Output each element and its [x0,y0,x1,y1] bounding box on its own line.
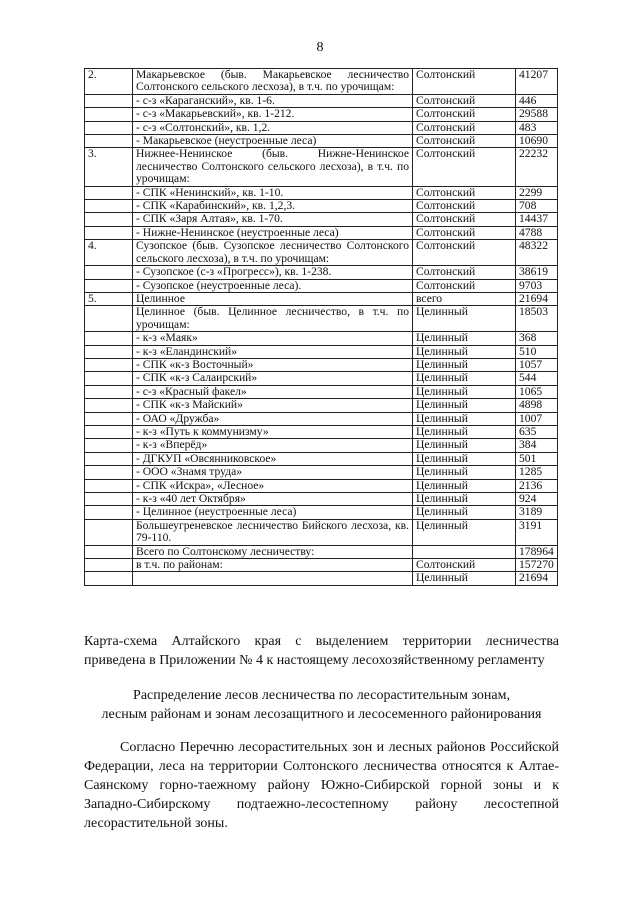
row-number-cell [85,425,133,438]
table-row [85,108,558,121]
district-cell: Целинный [413,332,516,345]
row-number-cell: 4. [85,240,133,266]
district-cell [413,545,516,558]
district-cell: Солтонский [413,186,516,199]
district-cell: Целинный [413,452,516,465]
table-row [85,345,558,358]
area-cell: 1057 [516,358,558,371]
forest-name-cell: - Сузопское (с-з «Прогресс»), кв. 1-238. [133,266,413,279]
forest-name-cell: - с-з «Макарьевский», кв. 1-212. [133,108,413,121]
area-cell: 1007 [516,412,558,425]
forest-name-cell: - ОАО «Дружба» [133,412,413,425]
row-number-cell [85,266,133,279]
district-cell: Целинный [413,372,516,385]
area-cell: 384 [516,439,558,452]
table-row [85,279,558,292]
row-number-cell [85,572,133,585]
area-cell: 3191 [516,519,558,545]
row-number-cell [85,108,133,121]
district-cell: Солтонский [413,135,516,148]
row-number-cell [85,306,133,332]
paragraph-line: Западно-Сибирскому подтаежно-лесостепному району лесостепной [84,797,559,812]
forest-name-cell: - Макарьевское (неустроенные леса) [133,135,413,148]
row-number-cell [85,466,133,479]
table-row [85,479,558,492]
table-row [85,121,558,134]
table-row [85,519,558,545]
table-row [85,240,558,266]
area-cell: 157270 [516,559,558,572]
area-cell: 510 [516,345,558,358]
forest-name-cell: Большеугреневское лесничество Бийского лесхоза, кв. 79-110. [133,519,413,545]
area-cell: 29588 [516,108,558,121]
paragraph-line: Карта-схема Алтайского края с выделением территории лесничества [84,634,559,649]
row-number-cell [85,279,133,292]
forest-name-cell: - к-з «Путь к коммунизму» [133,425,413,438]
table-row [85,213,558,226]
row-number-cell [85,559,133,572]
area-cell: 21694 [516,572,558,585]
table-row [85,466,558,479]
district-cell: Солтонский [413,148,516,186]
table-row [85,148,558,186]
forest-name-cell: - с-з «Караганский», кв. 1-6. [133,94,413,107]
district-cell: Солтонский [413,213,516,226]
table-row [85,506,558,519]
district-cell: Солтонский [413,108,516,121]
forest-name-cell: - с-з «Красный факел» [133,385,413,398]
district-cell: Целинный [413,425,516,438]
row-number-cell [85,452,133,465]
table-row [85,412,558,425]
area-cell: 21694 [516,292,558,305]
area-cell: 635 [516,425,558,438]
forest-name-cell: - к-з «Маяк» [133,332,413,345]
forest-name-cell: - ООО «Знамя труда» [133,466,413,479]
area-cell: 178964 [516,545,558,558]
row-number-cell [85,412,133,425]
paragraph-line: Федерации, леса на территории Солтонского лесничества относятся к Алтае- [84,759,559,774]
table-row [85,559,558,572]
forest-name-cell: Сузопское (быв. Сузопское лесничество Солтонского сельского лесхоза), в т.ч. по урочищам: [133,240,413,266]
area-cell: 14437 [516,213,558,226]
forest-name-cell: - СПК «к-з Салаирский» [133,372,413,385]
district-cell: Целинный [413,358,516,371]
area-cell: 446 [516,94,558,107]
forest-name-cell: Целинное [133,292,413,305]
area-cell: 544 [516,372,558,385]
table-row [85,399,558,412]
area-cell: 4788 [516,226,558,239]
heading-line: Распределение лесов лесничества по лесорастительным зонам, [133,688,510,703]
forestry-table-body [85,69,558,586]
row-number-cell [85,94,133,107]
area-cell: 1285 [516,466,558,479]
district-cell: Солтонский [413,226,516,239]
area-cell: 924 [516,493,558,506]
forest-name-cell [133,572,413,585]
table-row [85,425,558,438]
district-cell: Солтонский [413,121,516,134]
area-cell: 708 [516,200,558,213]
table-row [85,292,558,305]
forest-name-cell: - к-з «Еландинский» [133,345,413,358]
row-number-cell [85,121,133,134]
district-cell: Целинный [413,412,516,425]
district-cell: Целинный [413,439,516,452]
forest-name-cell: - Сузопское (неустроенные леса). [133,279,413,292]
area-cell: 2136 [516,479,558,492]
row-number-cell [85,479,133,492]
row-number-cell: 5. [85,292,133,305]
table-row [85,135,558,148]
area-cell: 1065 [516,385,558,398]
row-number-cell: 3. [85,148,133,186]
district-cell: Солтонский [413,279,516,292]
district-cell: Целинный [413,306,516,332]
table-row [85,266,558,279]
area-cell: 48322 [516,240,558,266]
row-number-cell [85,135,133,148]
area-cell: 4898 [516,399,558,412]
area-cell: 9703 [516,279,558,292]
forest-name-cell: в т.ч. по районам: [133,559,413,572]
forest-name-cell: - к-з «Вперёд» [133,439,413,452]
paragraph-line: Согласно Перечню лесорастительных зон и лесных районов Российской [120,740,559,755]
forest-name-cell: Целинное (быв. Целинное лесничество, в т.ч. по урочищам: [133,306,413,332]
row-number-cell [85,519,133,545]
area-cell: 41207 [516,69,558,95]
district-cell: Целинный [413,385,516,398]
district-cell: Солтонский [413,559,516,572]
district-cell: Солтонский [413,94,516,107]
table-row [85,94,558,107]
row-number-cell [85,186,133,199]
table-row [85,452,558,465]
district-cell: Целинный [413,466,516,479]
heading-line: лесным районам и зонам лесозащитного и лесосеменного районирования [101,707,542,722]
forest-name-cell: - с-з «Солтонский», кв. 1,2. [133,121,413,134]
forest-name-cell: - Нижне-Ненинское (неустроенные леса) [133,226,413,239]
district-cell: Целинный [413,493,516,506]
paragraph-line: лесорастительной зоны. [84,816,228,831]
district-cell: всего [413,292,516,305]
row-number-cell [85,332,133,345]
table-row [85,545,558,558]
table-row [85,372,558,385]
row-number-cell [85,493,133,506]
area-cell: 10690 [516,135,558,148]
table-row [85,332,558,345]
row-number-cell [85,213,133,226]
area-cell: 483 [516,121,558,134]
district-cell: Целинный [413,519,516,545]
page-number: 8 [316,40,324,55]
row-number-cell [85,399,133,412]
table-row [85,186,558,199]
paragraph-line: приведена в Приложении № 4 к настоящему лесохозяйственному регламенту [84,653,545,668]
table-row [85,226,558,239]
district-cell: Целинный [413,399,516,412]
row-number-cell [85,358,133,371]
forest-name-cell: - СПК «Заря Алтая», кв. 1-70. [133,213,413,226]
district-cell: Целинный [413,345,516,358]
table-row [85,572,558,585]
area-cell: 18503 [516,306,558,332]
forest-name-cell: - Целинное (неустроенные леса) [133,506,413,519]
table-row [85,200,558,213]
row-number-cell [85,385,133,398]
paragraph-line: Саянскому горно-таежному району Южно-Сибирской горной зоны и к [84,778,559,793]
table-row [85,493,558,506]
row-number-cell: 2. [85,69,133,95]
section-heading [84,686,559,724]
area-cell: 2299 [516,186,558,199]
map-reference-paragraph [84,632,559,670]
forest-name-cell: - ДГКУП «Овсянниковское» [133,452,413,465]
district-cell: Солтонский [413,240,516,266]
area-cell: 38619 [516,266,558,279]
table-row [85,439,558,452]
area-cell: 501 [516,452,558,465]
row-number-cell [85,226,133,239]
district-cell: Целинный [413,479,516,492]
area-cell: 22232 [516,148,558,186]
district-cell: Солтонский [413,69,516,95]
row-number-cell [85,372,133,385]
table-row [85,69,558,95]
forest-name-cell: - СПК «к-з Майский» [133,399,413,412]
forest-name-cell: Нижнее-Ненинское (быв. Нижне-Ненинское лесничество Солтонского сельского лесхоза), в т.ч. по урочищам: [133,148,413,186]
area-cell: 368 [516,332,558,345]
area-cell: 3189 [516,506,558,519]
district-cell: Солтонский [413,200,516,213]
table-row [85,358,558,371]
forest-name-cell: Всего по Солтонскому лесничеству: [133,545,413,558]
district-cell: Целинный [413,506,516,519]
forest-name-cell: Макарьевское (быв. Макарьевское лесничество Солтонского сельского лесхоза), в т.ч. по урочищам: [133,69,413,95]
zones-paragraph [84,738,559,833]
district-cell: Солтонский [413,266,516,279]
row-number-cell [85,439,133,452]
row-number-cell [85,506,133,519]
row-number-cell [85,345,133,358]
district-cell: Целинный [413,572,516,585]
table-row [85,385,558,398]
table-row [85,306,558,332]
forestry-table [84,68,558,586]
forest-name-cell: - СПК «к-з Восточный» [133,358,413,371]
forest-name-cell: - СПК «Ненинский», кв. 1-10. [133,186,413,199]
forest-name-cell: - СПК «Карабинский», кв. 1,2,3. [133,200,413,213]
forest-name-cell: - к-з «40 лет Октября» [133,493,413,506]
row-number-cell [85,200,133,213]
forest-name-cell: - СПК «Искра», «Лесное» [133,479,413,492]
row-number-cell [85,545,133,558]
